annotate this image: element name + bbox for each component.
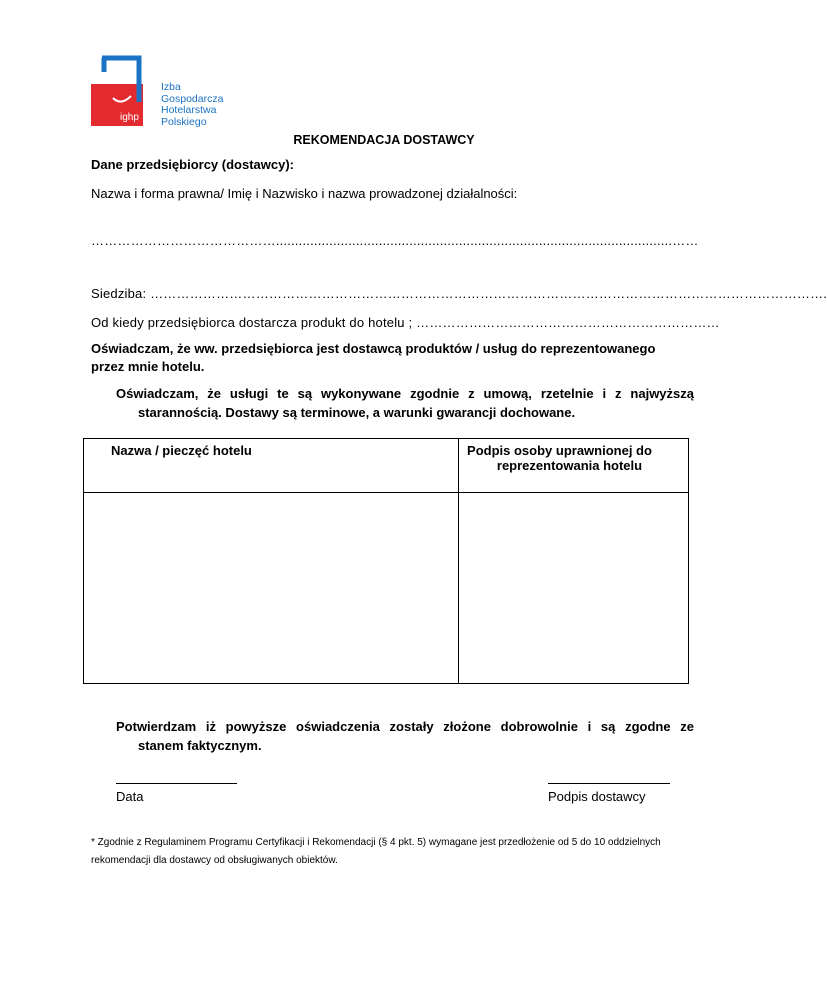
since-field[interactable]: Od kiedy przedsiębiorca dostarcza produkt do hotelu ; ……………………………………………………………	[91, 315, 720, 330]
logo-line: Gospodarcza	[161, 92, 224, 105]
confirmation	[116, 717, 694, 755]
statement-supplier: Oświadczam, że ww. przedsiębiorca jest dostawcą produktów / usług do reprezentowanego przez mnie hotelu.	[91, 341, 656, 374]
statement-services-line2: starannością. Dostawy są terminowe, a warunki gwarancji dochowane.	[138, 405, 576, 420]
document-title: REKOMENDACJA DOSTAWCY	[293, 133, 475, 147]
hotel-stamp-box[interactable]	[84, 493, 459, 684]
hotel-signature-label-2: reprezentowania hotelu	[496, 458, 643, 473]
logo-line: Izba	[161, 81, 181, 93]
date-label: Data	[116, 789, 144, 804]
signature-table	[83, 438, 689, 684]
footnote: * Zgodnie z Regulaminem Programu Certyfikacji i Rekomendacji (§ 4 pkt. 5) wymagane jest przedłożenie od 5 do 10 oddzielnych rekomendacji dla dostawcy od obsługiwanych obiektów.	[91, 837, 661, 866]
hotel-stamp-header	[84, 439, 459, 493]
statement-services	[116, 384, 694, 422]
logo-text	[161, 82, 223, 128]
logo-line: Polskiego	[161, 115, 207, 128]
hotel-signature-box[interactable]	[459, 493, 689, 684]
ighp-logo	[91, 52, 143, 126]
name-label: Nazwa i forma prawna/ Imię i Nazwisko i nazwa prowadzonej działalności:	[91, 186, 518, 201]
supplier-signature-line[interactable]	[548, 783, 670, 784]
supplier-heading: Dane przedsiębiorcy (dostawcy):	[91, 157, 294, 172]
logo-monogram: ighp	[120, 112, 139, 123]
date-line[interactable]	[116, 783, 237, 784]
logo-line: Hotelarstwa	[161, 104, 217, 116]
confirmation-line2: stanem faktycznym.	[138, 738, 262, 753]
name-field-dots[interactable]: ……………………………………........................................................................................................……	[91, 233, 699, 248]
confirmation-line1: Potwierdzam iż powyższe oświadczenia zostały złożone dobrowolnie i są zgodne ze	[116, 719, 694, 734]
hotel-signature-label-1: Podpis osoby uprawnionej do	[467, 443, 652, 458]
statement-services-line1: Oświadczam, że usługi te są wykonywane zgodnie z umową, rzetelnie i z najwyższą	[116, 386, 694, 401]
hotel-stamp-label: Nazwa / pieczęć hotelu	[111, 443, 252, 458]
hotel-signature-header	[459, 439, 689, 493]
seat-field[interactable]: Siedziba: ……………………………………………………………………………………………………………………………………….	[91, 286, 827, 301]
supplier-signature-label: Podpis dostawcy	[548, 789, 646, 804]
